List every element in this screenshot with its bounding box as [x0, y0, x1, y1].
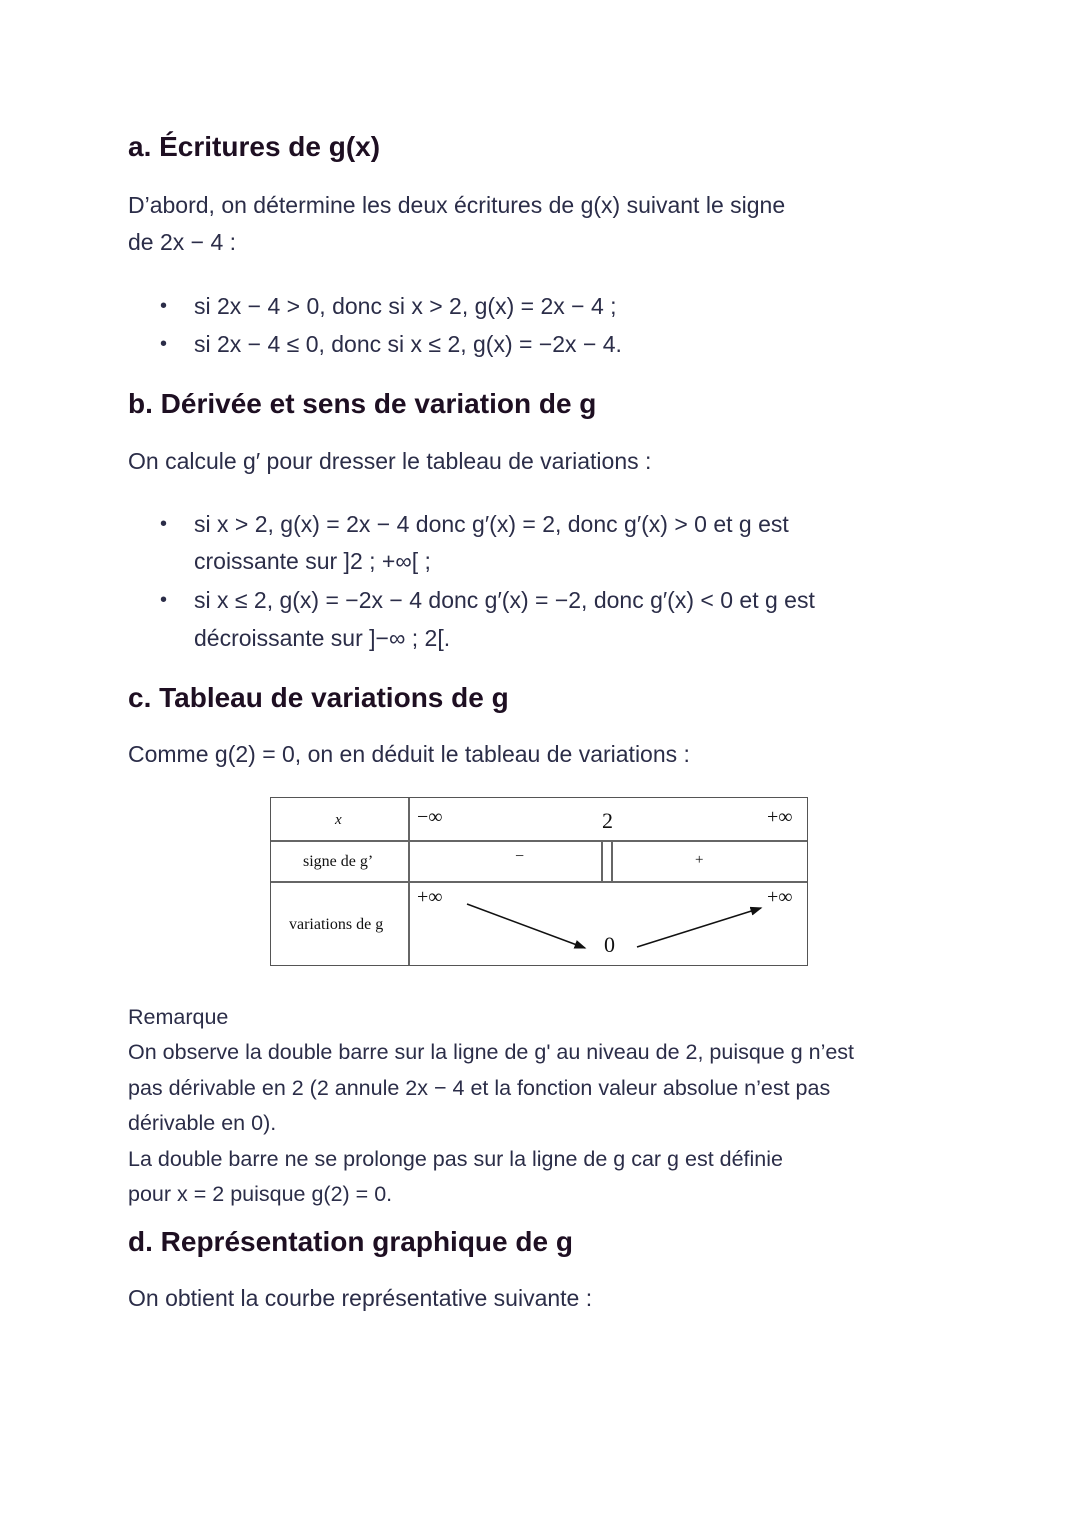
var-right: +∞ [767, 886, 793, 908]
heading-c: c. Tableau de variations de g [128, 682, 509, 713]
increasing-arrow-icon [637, 908, 761, 947]
paragraph: On obtient la courbe représentative suivante : [128, 1285, 593, 1311]
bullet-icon: • [160, 295, 168, 317]
variation-arrows [271, 798, 809, 967]
var-left: +∞ [417, 886, 443, 908]
x-two: 2 [602, 808, 613, 833]
remark-line: dérivable en 0). [128, 1111, 277, 1135]
remark-line: La double barre ne se prolonge pas sur la ligne de g car g est définie [128, 1147, 783, 1171]
list-item: si x > 2, g(x) = 2x − 4 donc g′(x) = 2, donc g′(x) > 0 et g est [194, 511, 789, 537]
sign-minus: − [515, 848, 525, 865]
heading-a: a. Écritures de g(x) [128, 131, 381, 162]
bullet-icon: • [160, 333, 168, 355]
paragraph: D’abord, on détermine les deux écritures de g(x) suivant le signe [128, 192, 786, 218]
list-item: si 2x − 4 ≤ 0, donc si x ≤ 2, g(x) = −2x − 4. [194, 331, 622, 357]
paragraph: de 2x − 4 : [128, 229, 237, 255]
label-x: x [335, 812, 342, 828]
remark-line: On observe la double barre sur la ligne de g' au niveau de 2, puisque g n’est [128, 1040, 855, 1064]
bullet-icon: • [160, 589, 168, 611]
remark-line: pour x = 2 puisque g(2) = 0. [128, 1182, 393, 1206]
heading-d: d. Représentation graphique de g [128, 1226, 573, 1257]
paragraph: On calcule g′ pour dresser le tableau de variations : [128, 448, 652, 474]
label-sign: signe de g’ [303, 853, 374, 870]
paragraph: Comme g(2) = 0, on en déduit le tableau de variations : [128, 741, 690, 767]
variation-table [270, 797, 808, 966]
list-item-cont: croissante sur ]2 ; +∞[ ; [194, 548, 431, 574]
bullet-icon: • [160, 513, 168, 535]
decreasing-arrow-icon [467, 904, 585, 948]
label-variations: variations de g [289, 916, 384, 933]
remark-title: Remarque [128, 1005, 229, 1029]
list-item-cont: décroissante sur ]−∞ ; 2[. [194, 625, 451, 651]
list-item: si x ≤ 2, g(x) = −2x − 4 donc g′(x) = −2, donc g′(x) < 0 et g est [194, 587, 815, 613]
heading-b: b. Dérivée et sens de variation de g [128, 388, 597, 419]
list-item: si 2x − 4 > 0, donc si x > 2, g(x) = 2x − 4 ; [194, 293, 617, 319]
remark-line: pas dérivable en 2 (2 annule 2x − 4 et la fonction valeur absolue n’est pas [128, 1076, 831, 1100]
x-plus-inf: +∞ [767, 806, 793, 828]
x-minus-inf: −∞ [417, 806, 443, 828]
sign-plus: + [695, 852, 704, 868]
var-min: 0 [604, 932, 615, 957]
